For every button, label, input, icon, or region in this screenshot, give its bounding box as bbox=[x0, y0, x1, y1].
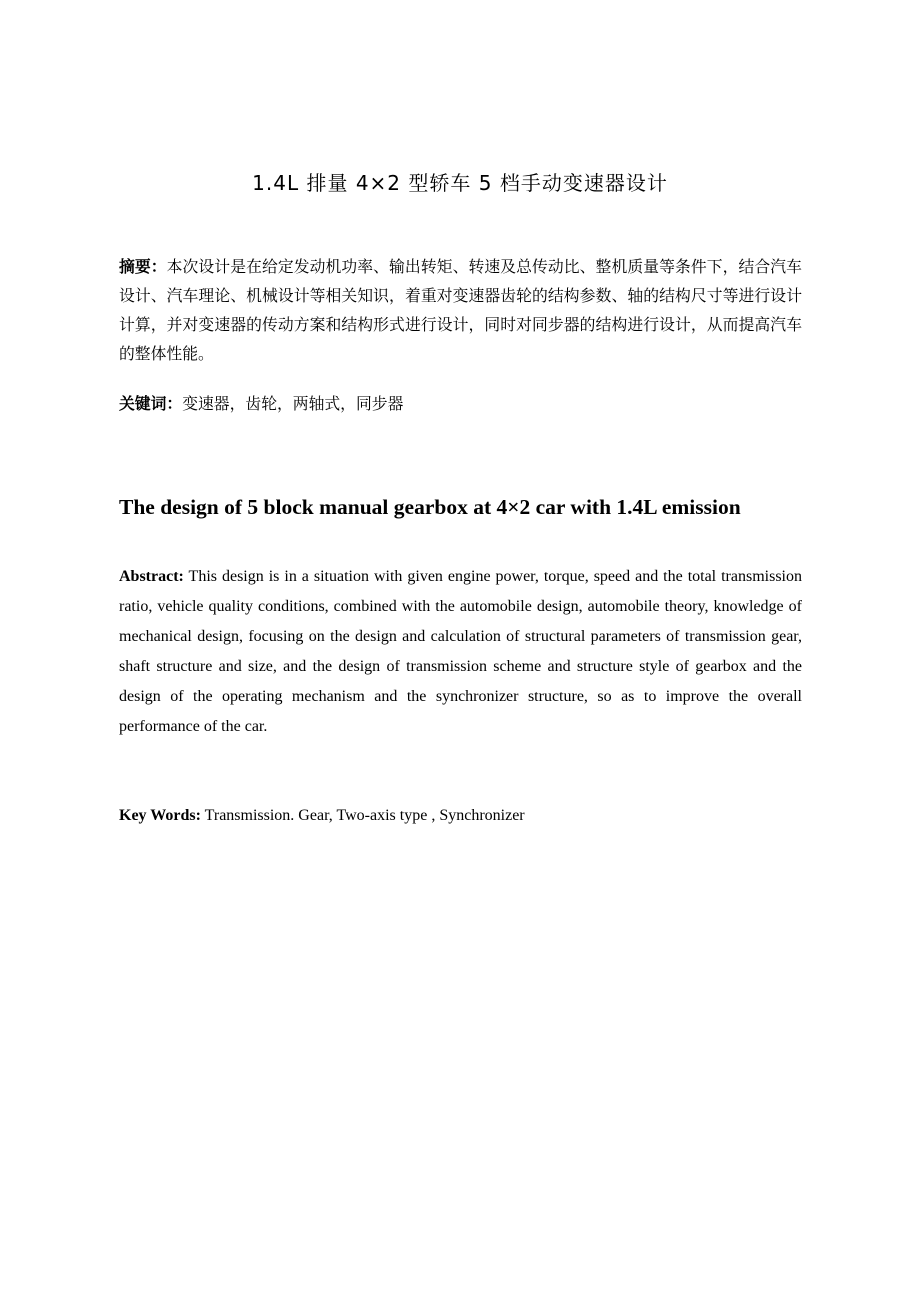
chinese-keywords-text: 变速器，齿轮，两轴式，同步器 bbox=[182, 394, 404, 413]
english-keywords-text: Transmission. Gear, Two-axis type , Synchronizer bbox=[200, 807, 525, 824]
chinese-title: 1.4L 排量 4×2 型轿车 5 档手动变速器设计 bbox=[252, 171, 668, 195]
english-keywords bbox=[119, 803, 802, 829]
english-title: The design of 5 block manual gearbox at 4×2 car with 1.4L emission bbox=[119, 495, 741, 519]
english-abstract-label: Abstract: bbox=[119, 568, 184, 585]
chinese-abstract-label: 摘要： bbox=[119, 257, 167, 276]
chinese-keywords bbox=[119, 392, 802, 416]
english-abstract bbox=[119, 562, 802, 742]
english-keywords-label: Key Words: bbox=[119, 807, 201, 824]
chinese-abstract bbox=[119, 252, 802, 368]
chinese-keywords-label: 关键词： bbox=[119, 394, 183, 413]
english-abstract-text: This design is in a situation with given engine power, torque, speed and the total transmission ratio, vehicle quality conditions, combined with the automobile design, automobile theory, knowledge of mechanical design, focusing on the design and calculation of structural parameters of transmission gear, shaft structure and size, and the design of transmission scheme and structure style of gearbox and the design of the operating mechanism and the synchronizer structure, so as to improve the overall performance of the car. bbox=[119, 568, 802, 735]
chinese-abstract-text: 本次设计是在给定发动机功率、输出转矩、转速及总传动比、整机质量等条件下，结合汽车设计、汽车理论、机械设计等相关知识，着重对变速器齿轮的结构参数、轴的结构尺寸等进行设计计算，并对变速器的传动方案和结构形式进行设计，同时对同步器的结构进行设计，从而提高汽车的整体性能。 bbox=[119, 257, 802, 363]
